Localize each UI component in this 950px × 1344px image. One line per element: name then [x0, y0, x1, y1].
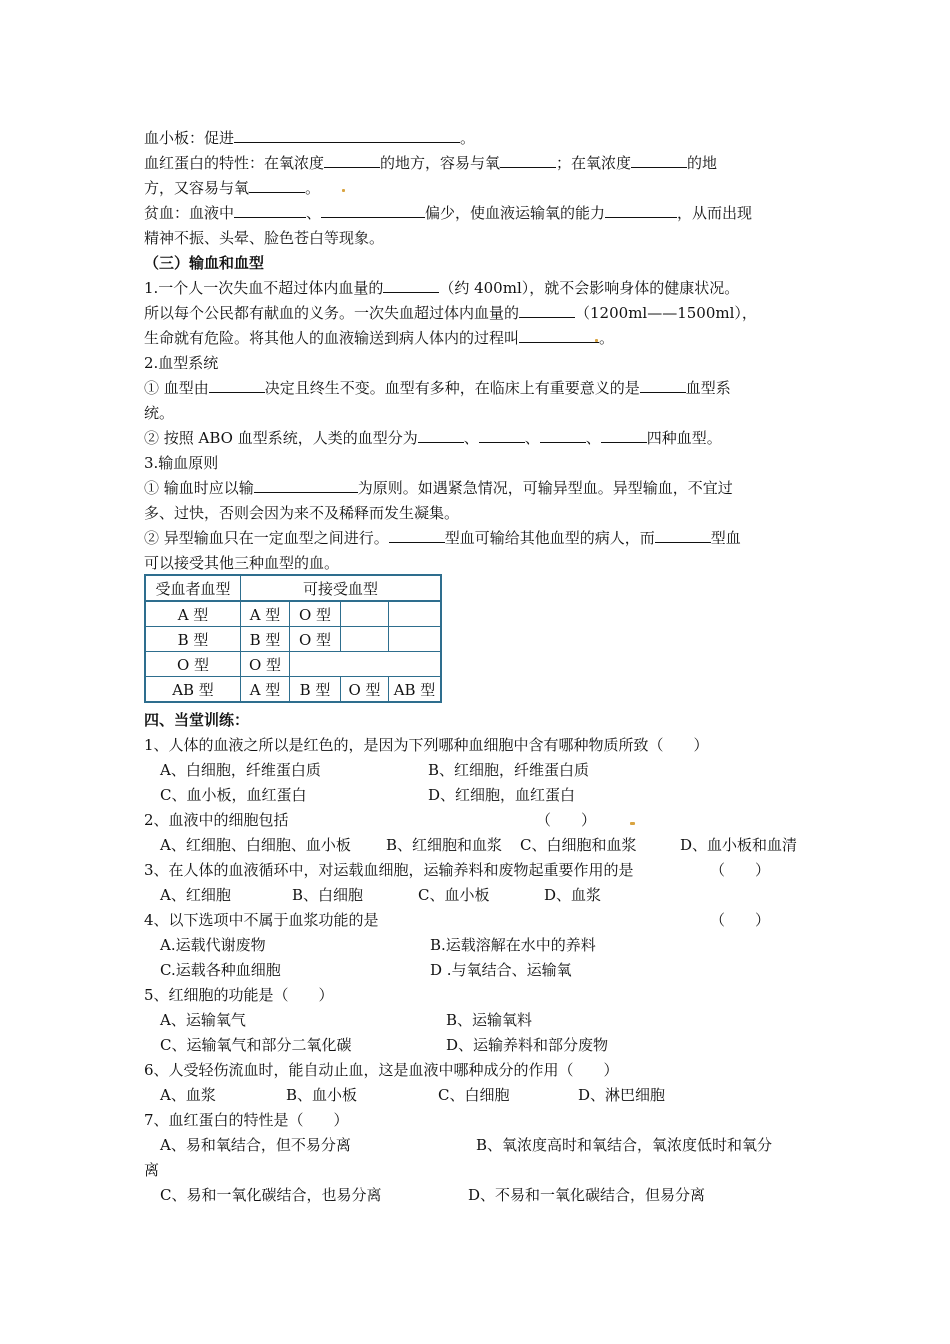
table-cell: A 型 — [145, 601, 241, 627]
text: ② 按照 ABO 血型系统，人类的血型分为 — [144, 429, 418, 447]
question-7-option-b-cont: 离 — [144, 1161, 160, 1179]
text: 。 — [599, 329, 615, 347]
answer-blank[interactable] — [209, 378, 265, 393]
principle-line-2: 多、过快，否则会因为来不及稀释而发生凝集。 — [144, 504, 460, 522]
answer-blank[interactable] — [640, 378, 686, 393]
answer-blank[interactable] — [418, 428, 464, 443]
table-cell[interactable] — [389, 627, 442, 652]
table-cell[interactable] — [341, 627, 389, 652]
text: ，从而出现 — [677, 204, 753, 222]
text: （1200ml——1500ml）， — [575, 304, 757, 322]
question-5-option-d[interactable]: D、运输养料和部分废物 — [446, 1036, 609, 1054]
text: 型血可输给其他血型的病人，而 — [444, 529, 655, 547]
blood-type-line-2: 统。 — [144, 404, 175, 422]
question-1-option-d[interactable]: D、红细胞，血红蛋白 — [428, 786, 576, 804]
answer-blank[interactable] — [324, 153, 380, 168]
question-1-option-a[interactable]: A、白细胞，纤维蛋白质 — [160, 761, 321, 779]
table-cell: O 型 — [241, 652, 290, 677]
answer-blank[interactable] — [631, 153, 687, 168]
table-cell: O 型 — [290, 627, 341, 652]
question-7-option-b[interactable]: B、氧浓度高时和氧结合，氧浓度低时和氧分 — [476, 1136, 773, 1154]
section-4-title: 四、当堂训练： — [144, 711, 250, 729]
table-row — [145, 652, 441, 677]
question-4-option-a[interactable]: A.运载代谢废物 — [160, 936, 266, 954]
blood-type-system-title: 2.血型系统 — [144, 354, 219, 372]
text: 偏少，使血液运输氧的能力 — [425, 204, 606, 222]
table-header-row — [145, 575, 441, 601]
question-3-option-d[interactable]: D、血浆 — [544, 886, 602, 904]
text: （约 400ml），就不会影响身体的健康状况。 — [439, 279, 740, 297]
question-3-stem: 3、在人体的血液循环中，对运载血细胞，运输养料和废物起重要作用的是 — [144, 861, 634, 879]
answer-blank[interactable] — [321, 203, 425, 218]
table-cell: B 型 — [241, 627, 290, 652]
table-row — [145, 601, 441, 627]
principle-line-1 — [144, 478, 733, 498]
text: ② 异型输血只在一定血型之间进行。 — [144, 529, 389, 547]
answer-blank[interactable] — [389, 528, 445, 543]
mark-dot — [630, 822, 635, 825]
text: 、 — [585, 429, 601, 447]
question-2-answer-paren[interactable]: （ ） — [536, 811, 597, 829]
table-cell: B 型 — [290, 677, 341, 703]
text: ① 输血时应以输 — [144, 479, 254, 497]
question-3-option-a[interactable]: A、红细胞 — [160, 886, 231, 904]
question-1-stem: 1、人体的血液之所以是红色的，是因为下列哪种血细胞中含有哪种物质所致（ ） — [144, 736, 709, 754]
text: 贫血：血液中 — [144, 204, 235, 222]
question-7-option-c[interactable]: C、易和一氧化碳结合，也易分离 — [160, 1186, 382, 1204]
question-1-option-b[interactable]: B、红细胞，纤维蛋白质 — [428, 761, 590, 779]
answer-blank[interactable] — [605, 203, 677, 218]
text: 四种血型。 — [646, 429, 722, 447]
table-cell: B 型 — [145, 627, 241, 652]
answer-blank[interactable] — [234, 203, 306, 218]
transfusion-p1-line-3 — [144, 328, 614, 348]
text: ① 血型由 — [144, 379, 209, 397]
question-6-option-c[interactable]: C、白细胞 — [438, 1086, 510, 1104]
question-7-option-a[interactable]: A、易和氧结合，但不易分离 — [160, 1136, 351, 1154]
table-cell[interactable] — [389, 601, 442, 627]
table-header-cell: 可接受血型 — [241, 575, 442, 601]
text: 、 — [524, 429, 540, 447]
transfusion-principle-title: 3.输血原则 — [144, 454, 219, 472]
principle-line-4: 可以接受其他三种血型的血。 — [144, 554, 340, 572]
question-2-option-d[interactable]: D、血小板和血清 — [680, 836, 798, 854]
transfusion-p1-line-2 — [144, 303, 757, 323]
question-4-option-b[interactable]: B.运载溶解在水中的养料 — [430, 936, 596, 954]
answer-blank[interactable] — [234, 128, 460, 143]
anemia-line-1 — [144, 203, 752, 223]
question-6-option-a[interactable]: A、血浆 — [160, 1086, 216, 1104]
question-4-answer-paren[interactable]: （ ） — [710, 911, 771, 929]
hemoglobin-line-1 — [144, 153, 717, 173]
table-header-cell: 受血者血型 — [145, 575, 241, 601]
table-cell: AB 型 — [145, 677, 241, 703]
question-3-answer-paren[interactable]: （ ） — [710, 861, 771, 879]
table-cell: AB 型 — [389, 677, 442, 703]
question-7-stem: 7、血红蛋白的特性是（ ） — [144, 1111, 349, 1129]
section-3-title: （三）输血和血型 — [144, 254, 265, 272]
platelet-line — [144, 128, 475, 148]
text: 型血 — [710, 529, 741, 547]
question-7-option-d[interactable]: D、不易和一氧化碳结合，但易分离 — [468, 1186, 706, 1204]
answer-blank[interactable] — [540, 428, 586, 443]
table-cell: O 型 — [341, 677, 389, 703]
question-3-option-b[interactable]: B、白细胞 — [292, 886, 364, 904]
table-cell: A 型 — [241, 677, 290, 703]
question-2-option-a[interactable]: A、红细胞、白细胞、血小板 — [160, 836, 351, 854]
principle-line-3 — [144, 528, 741, 548]
answer-blank[interactable] — [249, 178, 305, 193]
text: 所以每个公民都有献血的义务。一次失血超过体内血量的 — [144, 304, 520, 322]
text: 血红蛋白的特性：在氧浓度 — [144, 154, 325, 172]
table-cell[interactable] — [341, 601, 389, 627]
text: 1.一个人一次失血不超过体内血量的 — [144, 279, 384, 297]
answer-blank[interactable] — [500, 153, 556, 168]
answer-blank[interactable] — [479, 428, 525, 443]
answer-blank[interactable] — [655, 528, 711, 543]
text: 、 — [306, 204, 322, 222]
question-5-stem: 5、红细胞的功能是（ ） — [144, 986, 334, 1004]
question-5-option-a[interactable]: A、运输氧气 — [160, 1011, 246, 1029]
text: ；在氧浓度 — [556, 154, 632, 172]
question-6-stem: 6、人受轻伤流血时，能自动止血，这是血液中哪种成分的作用（ ） — [144, 1061, 619, 1079]
text: 的地方，容易与氧 — [380, 154, 501, 172]
table-cell — [341, 652, 389, 677]
question-2-option-c[interactable]: C、白细胞和血浆 — [520, 836, 637, 854]
table-cell — [389, 652, 442, 677]
question-4-option-c[interactable]: C.运载各种血细胞 — [160, 961, 281, 979]
question-6-option-b[interactable]: B、血小板 — [286, 1086, 358, 1104]
text: 为原则。如遇紧急情况，可输异型血。异型输血，不宜过 — [357, 479, 733, 497]
text: 。 — [305, 179, 321, 197]
text: 方，又容易与氧 — [144, 179, 250, 197]
transfusion-p1-line-1 — [144, 278, 739, 298]
table-row — [145, 677, 441, 703]
table-cell: O 型 — [290, 601, 341, 627]
question-5-option-c[interactable]: C、运输氧气和部分二氧化碳 — [160, 1036, 352, 1054]
blood-type-table — [144, 574, 442, 703]
text: 血小板：促进 — [144, 129, 235, 147]
answer-blank[interactable] — [519, 328, 599, 343]
mark-dot — [342, 189, 345, 192]
hemoglobin-line-2 — [144, 178, 320, 198]
text: 决定且终生不变。血型有多种，在临床上有重要意义的是 — [264, 379, 640, 397]
text: 、 — [463, 429, 479, 447]
question-1-option-c[interactable]: C、血小板，血红蛋白 — [160, 786, 307, 804]
question-5-option-b[interactable]: B、运输氧料 — [446, 1011, 533, 1029]
question-2-stem: 2、血液中的细胞包括 — [144, 811, 289, 829]
question-4-option-d[interactable]: D .与氧结合、运输氧 — [430, 961, 572, 979]
text: 血型系 — [685, 379, 731, 397]
table-row — [145, 627, 441, 652]
text: 生命就有危险。将其他人的血液输送到病人体内的过程叫 — [144, 329, 520, 347]
question-4-stem: 4、以下选项中不属于血浆功能的是 — [144, 911, 379, 929]
question-6-option-d[interactable]: D、淋巴细胞 — [578, 1086, 666, 1104]
mark-dot — [595, 339, 598, 342]
blood-type-line-1 — [144, 378, 731, 398]
blood-type-line-3 — [144, 428, 722, 448]
text: 的地 — [687, 154, 718, 172]
question-2-option-b[interactable]: B、红细胞和血浆 — [386, 836, 503, 854]
answer-blank[interactable] — [383, 278, 439, 293]
text: 。 — [460, 129, 476, 147]
answer-blank[interactable] — [519, 303, 575, 318]
question-3-option-c[interactable]: C、血小板 — [418, 886, 490, 904]
table-cell — [290, 652, 341, 677]
table-cell: O 型 — [145, 652, 241, 677]
answer-blank[interactable] — [601, 428, 647, 443]
anemia-line-2: 精神不振、头晕、脸色苍白等现象。 — [144, 229, 385, 247]
answer-blank[interactable] — [254, 478, 358, 493]
table-cell: A 型 — [241, 601, 290, 627]
